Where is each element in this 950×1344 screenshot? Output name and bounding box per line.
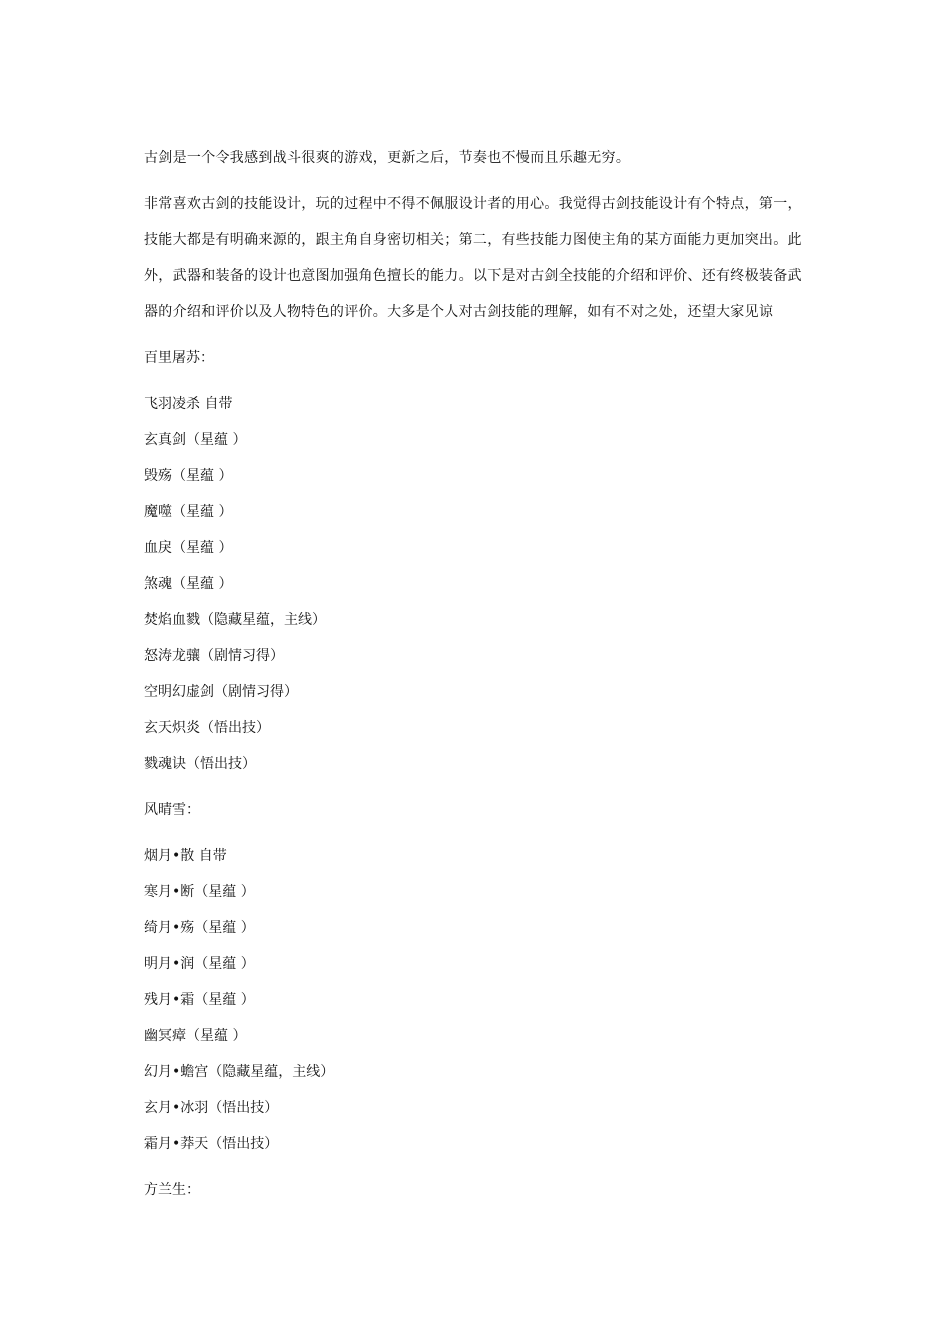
- skill-item: 飞羽凌杀 自带: [144, 396, 233, 412]
- skill-item: 寒月•断（星蕴 ）: [144, 884, 255, 900]
- skill-item: 玄真剑（星蕴 ）: [144, 432, 247, 448]
- document-page: [144, 140, 814, 1218]
- skill-item: 霜月•莽天（悟出技）: [144, 1136, 279, 1152]
- skill-list: [144, 838, 814, 1162]
- skill-item: 毁殇（星蕴 ）: [144, 468, 233, 484]
- skill-item: 血戾（星蕴 ）: [144, 540, 233, 556]
- skill-item: 魔噬（星蕴 ）: [144, 504, 233, 520]
- section-heading: 百里屠苏：: [144, 350, 214, 366]
- skill-item: 幽冥瘴（星蕴 ）: [144, 1028, 247, 1044]
- skill-item: 玄天炽炎（悟出技）: [144, 720, 270, 736]
- section-heading: 风晴雪：: [144, 802, 200, 818]
- skill-item: 戮魂诀（悟出技）: [144, 756, 256, 772]
- skill-item: 明月•润（星蕴 ）: [144, 956, 255, 972]
- section-heading: 方兰生：: [144, 1182, 200, 1198]
- skill-item: 绮月•殇（星蕴 ）: [144, 920, 255, 936]
- section-baili-tusu: [144, 340, 814, 782]
- skill-item: 玄月•冰羽（悟出技）: [144, 1100, 279, 1116]
- skill-item: 残月•霜（星蕴 ）: [144, 992, 255, 1008]
- skill-item: 烟月•散 自带: [144, 848, 227, 864]
- skill-item: 空明幻虚剑（剧情习得）: [144, 684, 298, 700]
- intro-paragraph: 古剑是一个令我感到战斗很爽的游戏，更新之后，节奏也不慢而且乐趣无穷。: [144, 150, 631, 166]
- skill-item: 煞魂（星蕴 ）: [144, 576, 233, 592]
- skill-list: [144, 386, 814, 782]
- body-paragraph: 非常喜欢古剑的技能设计，玩的过程中不得不佩服设计者的用心。我觉得古剑技能设计有个特点，第一，技能大都是有明确来源的，跟主角自身密切相关；第二，有些技能力图使主角的某方面能力更加突出。此外，武器和装备的设计也意图加强角色擅长的能力。以下是对古剑全技能的介绍和评价、还有终极装备武器的介绍和评价以及人物特色的评价。大多是个人对古剑技能的理解，如有不对之处，还望大家见谅: [144, 196, 802, 320]
- skill-item: 怒涛龙骧（剧情习得）: [144, 648, 284, 664]
- skill-item: 幻月•蟾宫（隐藏星蕴，主线）: [144, 1064, 335, 1080]
- section-feng-qingxue: [144, 792, 814, 1162]
- skill-item: 焚焰血戮（隐藏星蕴，主线）: [144, 612, 326, 628]
- section-fang-lansheng: [144, 1172, 814, 1208]
